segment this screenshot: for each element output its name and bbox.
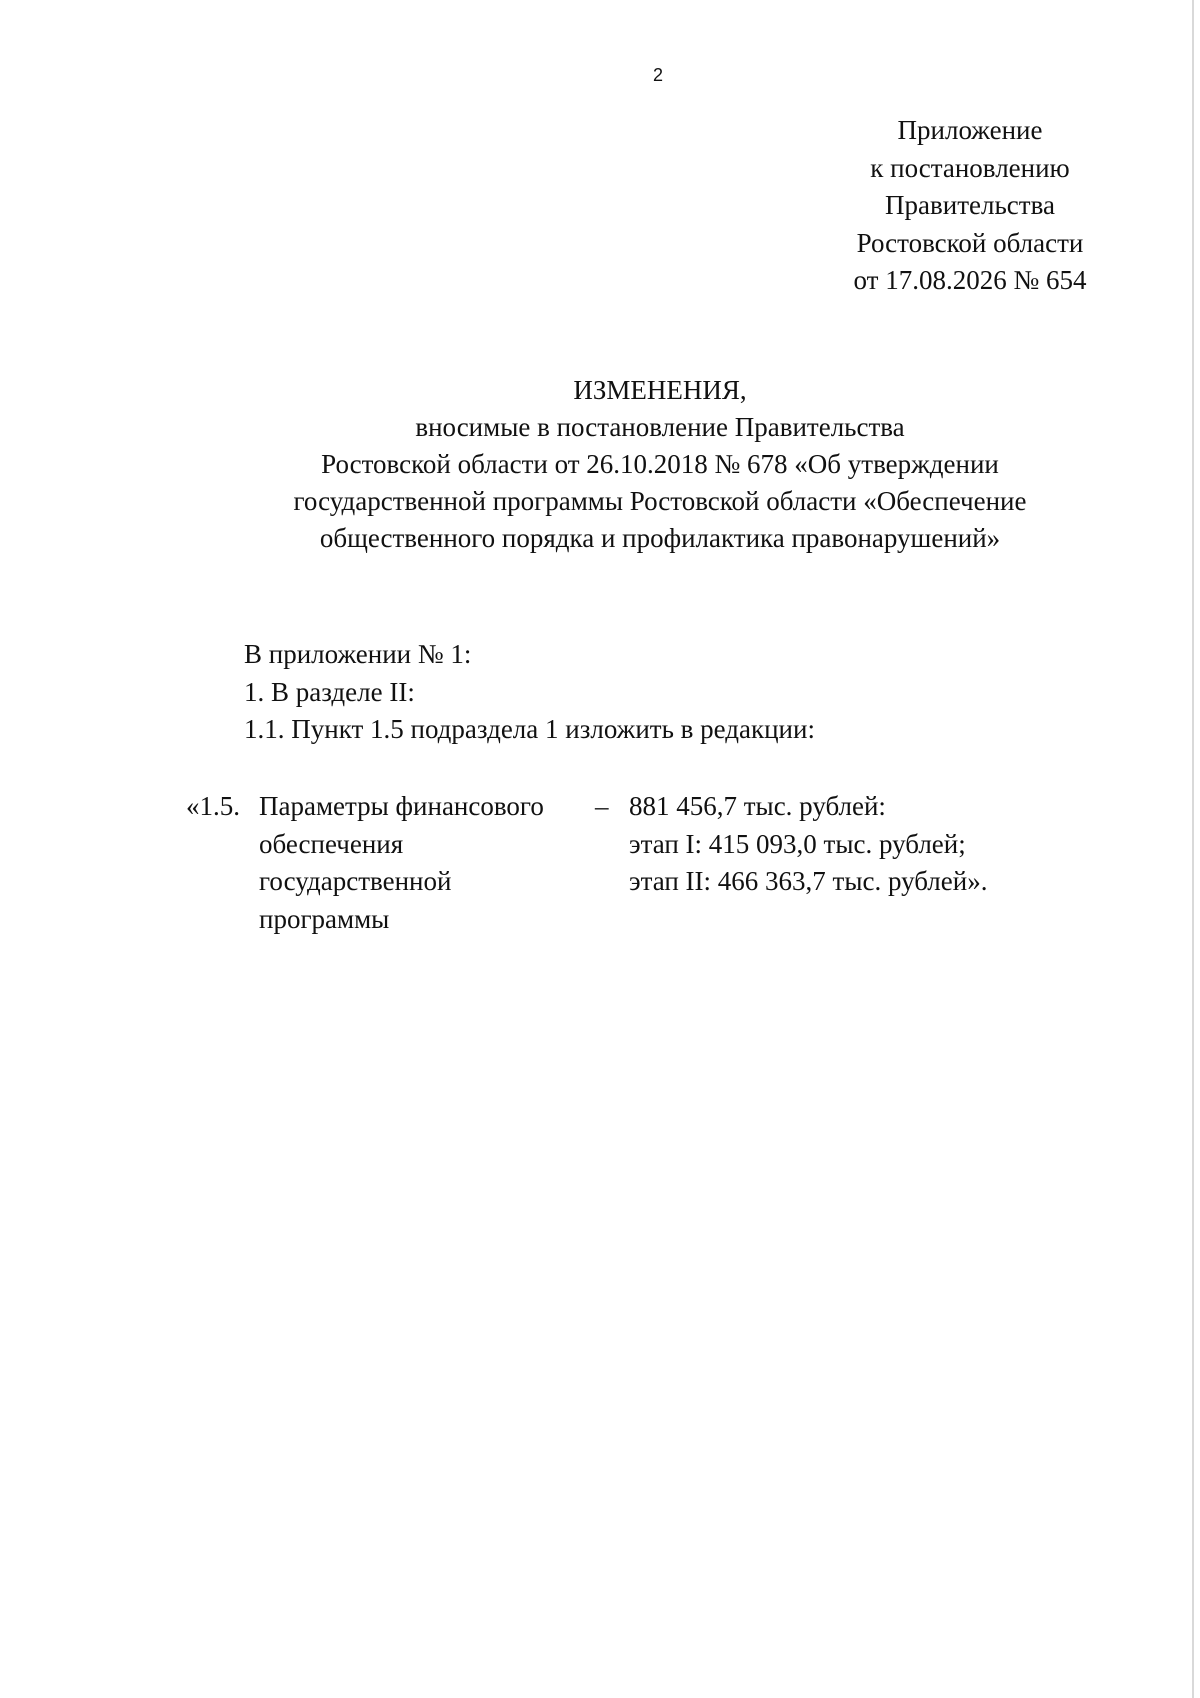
parameter-value-line: этап II: 466 363,7 тыс. рублей». xyxy=(629,866,988,896)
body-line: 1. В разделе II: xyxy=(244,676,415,707)
parameter-value-line: этап I: 415 093,0 тыс. рублей; xyxy=(629,828,966,859)
approval-line: Правительства xyxy=(885,190,1055,220)
body-text xyxy=(244,636,815,749)
approval-line: от 17.08.2026 № 654 xyxy=(853,265,1087,295)
approval-block xyxy=(820,112,1120,300)
parameter-value-line: 881 456,7 тыс. рублей: xyxy=(629,791,886,821)
body-line: 1.1. Пункт 1.5 подраздела 1 изложить в редакции: xyxy=(244,714,815,744)
page-number: 2 xyxy=(652,65,663,85)
title-line: государственной программы Ростовской области «Обеспечение xyxy=(293,486,1027,516)
parameter-label-line: программы xyxy=(259,903,390,934)
parameter-label-line: обеспечения xyxy=(259,828,404,859)
item-number: «1.5. xyxy=(186,791,240,821)
title-line: вносимые в постановление Правительства xyxy=(415,412,905,442)
page-edge-divider xyxy=(1192,0,1194,1698)
parameter-values xyxy=(629,788,987,901)
title-line: Ростовской области от 26.10.2018 № 678 «Об утверждении xyxy=(321,449,999,479)
approval-line: Приложение xyxy=(897,115,1043,145)
parameter-label-line: Параметры финансового xyxy=(259,791,544,821)
title-line: общественного порядка и профилактика правонарушений» xyxy=(319,523,1001,553)
document-title xyxy=(160,372,1160,557)
approval-line: Ростовской области xyxy=(856,227,1084,258)
approval-line: к постановлению xyxy=(870,152,1070,183)
dash-separator: – xyxy=(595,791,609,821)
parameter-label xyxy=(259,788,579,938)
parameter-label-line: государственной xyxy=(259,866,452,896)
title-line: ИЗМЕНЕНИЯ, xyxy=(573,375,747,405)
body-line: В приложении № 1: xyxy=(244,639,472,669)
